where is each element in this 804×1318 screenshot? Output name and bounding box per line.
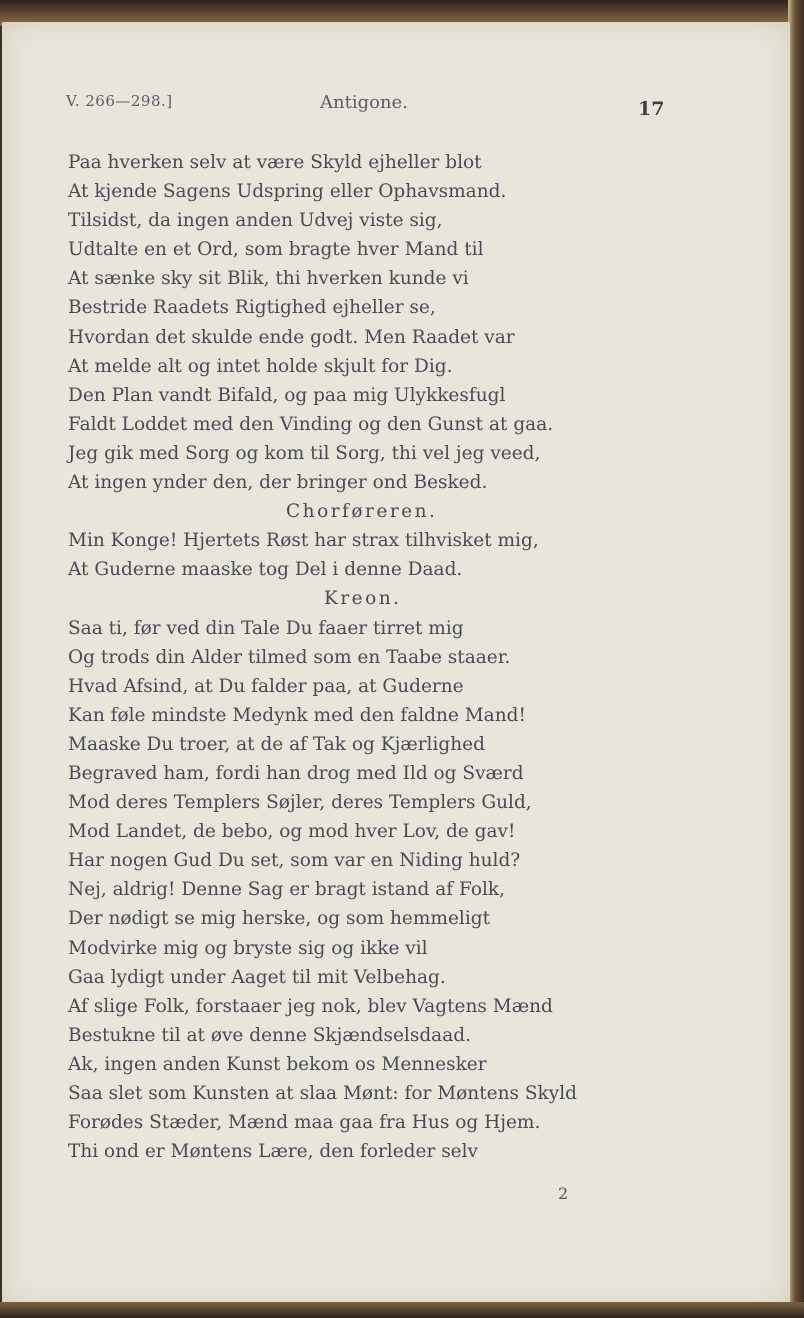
verse-line: Tilsidst, da ingen anden Udvej viste sig, — [68, 210, 443, 232]
verse-line: At kjende Sagens Udspring eller Ophavsmand. — [68, 181, 507, 203]
verse-line: Jeg gik med Sorg og kom til Sorg, thi vel jeg veed, — [68, 442, 541, 464]
verse-line: Gaa lydigt under Aaget til mit Velbehag. — [68, 966, 446, 988]
verse-line: Thi ond er Møntens Lære, den forleder selv — [68, 1141, 478, 1163]
verse-line: Den Plan vandt Bifald, og paa mig Ulykkesfugl — [68, 384, 506, 406]
verse-line: Kan føle mindste Medynk med den faldne Mand! — [68, 704, 526, 726]
verse-line: Ak, ingen anden Kunst bekom os Mennesker — [68, 1053, 487, 1075]
verse-line: Paa hverken selv at være Skyld ejheller blot — [68, 152, 482, 173]
verse-line: Har nogen Gud Du set, som var en Niding huld? — [68, 850, 521, 872]
verse-line: Bestukne til at øve denne Skjændselsdaad. — [68, 1024, 471, 1046]
verse-line: Begraved ham, fordi han drog med Ild og Sværd — [68, 762, 524, 784]
verse-line: Modvirke mig og bryste sig og ikke vil — [68, 937, 428, 959]
verse-line: Saa slet som Kunsten at slaa Mønt: for Møntens Skyld — [68, 1083, 577, 1104]
running-header — [66, 92, 666, 122]
book-bottom-edge — [0, 1302, 804, 1318]
page-number: 17 — [638, 98, 665, 120]
verse-line: Og trods din Alder tilmed som en Taabe staaer. — [68, 646, 511, 668]
verse-line: At sænke sky sit Blik, thi hverken kunde vi — [68, 268, 469, 290]
verse-line: Hvordan det skulde ende godt. Men Raadet var — [68, 326, 515, 348]
verse-line: Faldt Loddet med den Vinding og den Gunst at gaa. — [68, 413, 554, 435]
verse-line: Udtalte en et Ord, som bragte hver Mand til — [68, 239, 484, 261]
verse-line: Af slige Folk, forstaaer jeg nok, blev Vagtens Mænd — [68, 995, 553, 1017]
verse-line: Nej, aldrig! Denne Sag er bragt istand af Folk, — [68, 879, 505, 901]
verse-line: Maaske Du troer, at de af Tak og Kjærlighed — [68, 733, 485, 755]
verse-line: Saa ti, før ved din Tale Du faaer tirret mig — [68, 617, 464, 639]
verse-line: Der nødigt se mig herske, og som hemmeligt — [68, 908, 491, 930]
running-title: Antigone. — [320, 92, 408, 113]
speaker-heading: Kreon. — [324, 588, 402, 610]
verse-line: At melde alt og intet holde skjult for Dig. — [68, 355, 453, 377]
book-page-edges — [788, 0, 804, 1318]
verse-line: At Guderne maaske tog Del i denne Daad. — [68, 559, 463, 581]
verse-line: Hvad Afsind, at Du falder paa, at Guderne — [68, 675, 464, 697]
verse-line: Min Konge! Hjertets Røst har strax tilhvisket mig, — [68, 530, 539, 552]
verse-text — [68, 148, 668, 1166]
verse-line: At ingen ynder den, der bringer ond Besked. — [68, 472, 488, 494]
verse-line: Forødes Stæder, Mænd maa gaa fra Hus og Hjem. — [68, 1112, 541, 1134]
verse-range: V. 266—298.] — [66, 92, 173, 110]
signature-mark: 2 — [558, 1184, 569, 1203]
speaker-heading: Chorføreren. — [286, 501, 438, 523]
verse-line: Mod Landet, de bebo, og mod hver Lov, de gav! — [68, 821, 516, 843]
verse-line: Bestride Raadets Rigtighed ejheller se, — [68, 297, 436, 319]
verse-line: Mod deres Templers Søjler, deres Templers Guld, — [68, 792, 532, 814]
